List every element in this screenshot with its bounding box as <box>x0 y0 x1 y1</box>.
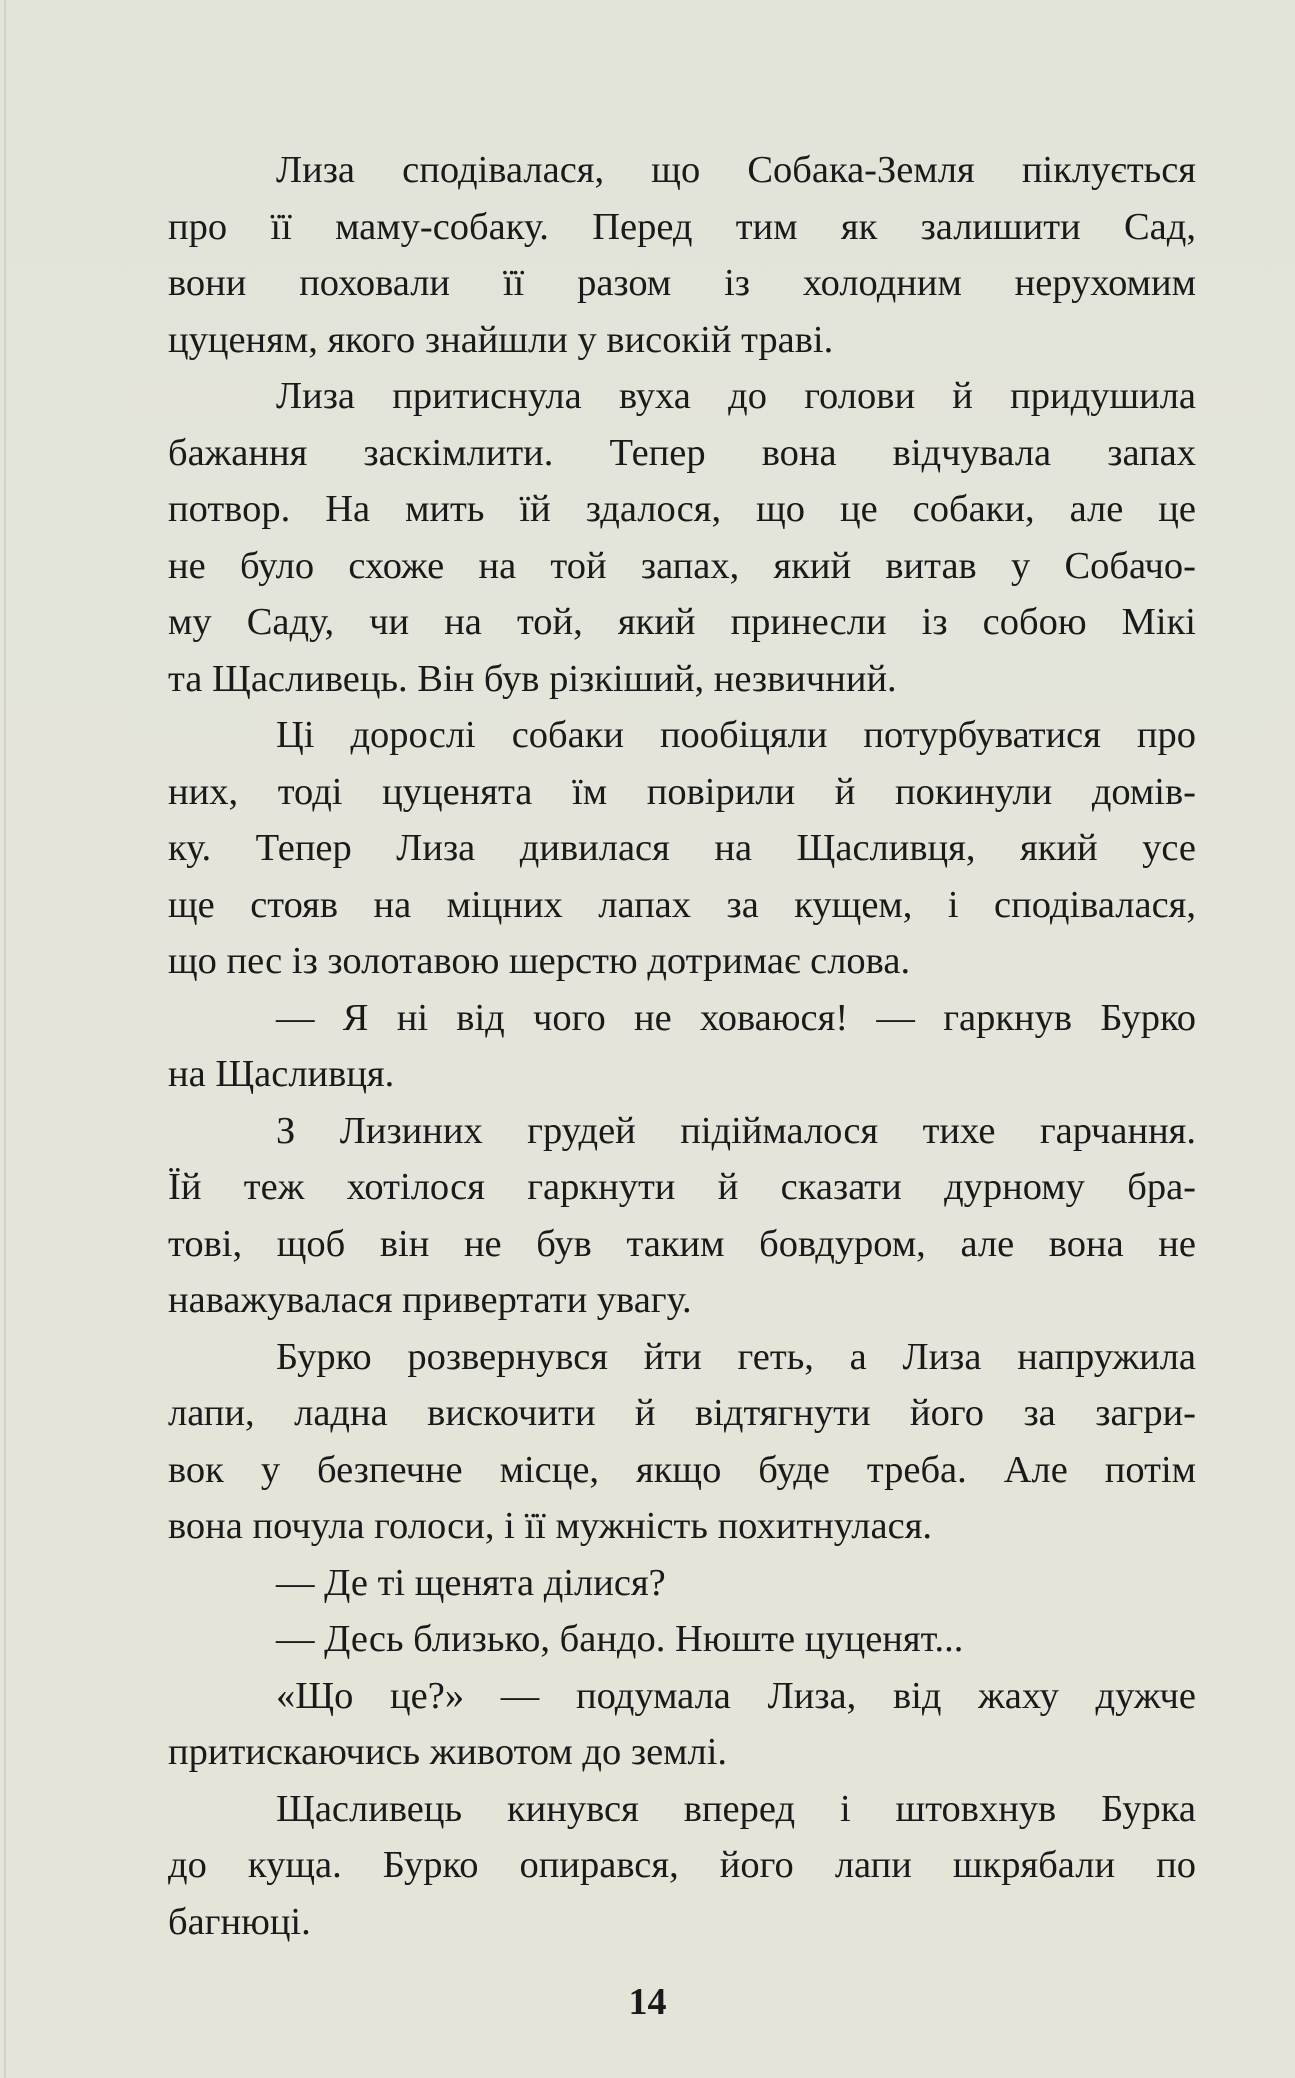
text-line: багнюці. <box>168 1900 311 1943</box>
body-text <box>168 142 1196 1950</box>
text-line: ще стояв на міцних лапах за кущем, і сподівалася, <box>168 883 1196 926</box>
text-line: лапи, ладна вискочити й відтягнути його за загри- <box>168 1392 1196 1434</box>
text-line: му Саду, чи на той, який принесли із собою Мікі <box>168 601 1196 643</box>
text-line: тові, щоб він не був таким бовдуром, але вона не <box>168 1222 1196 1265</box>
text-line: Лиза притиснула вуха до голови й придушила <box>276 375 1196 417</box>
text-line: до куща. Бурко опирався, його лапи шкрябали по <box>168 1844 1196 1886</box>
text-line: вок у безпечне місце, якщо буде треба. Але потім <box>168 1448 1196 1491</box>
paragraph <box>168 707 1196 990</box>
text-line: ку. Тепер Лиза дивилася на Щасливця, який усе <box>168 827 1196 869</box>
dialogue-paragraph <box>168 1555 1196 1612</box>
text-line: та Щасливець. Він був різкіший, незвичний. <box>168 657 897 700</box>
text-line: З Лизиних грудей підіймалося тихе гарчання. <box>276 1109 1196 1152</box>
text-line: Їй теж хотілося гаркнути й сказати дурному бра- <box>168 1166 1196 1208</box>
text-line: притискаючись животом до землі. <box>168 1731 728 1773</box>
text-line: — Де ті щенята ділися? <box>276 1561 666 1604</box>
text-line: — Я ні від чого не ховаюся! — гаркнув Бурко <box>276 996 1196 1039</box>
text-line: про її маму-собаку. Перед тим як залишити Сад, <box>168 205 1196 248</box>
text-line: Лиза сподівалася, що Собака-Земля піклується <box>276 149 1196 191</box>
page-edge-shadow <box>4 0 6 2078</box>
dialogue-paragraph <box>168 1611 1196 1668</box>
text-line: наважувалася привертати увагу. <box>168 1279 692 1321</box>
paragraph <box>168 142 1196 368</box>
page-number: 14 <box>628 1981 667 2023</box>
text-line: цуценям, якого знайшли у високій траві. <box>168 318 834 361</box>
text-line: «Що це?» — подумала Лиза, від жаху дужче <box>276 1674 1196 1717</box>
text-line: вони поховали її разом із холодним нерухомим <box>168 262 1196 304</box>
text-line: не було схоже на той запах, який витав у Собачо- <box>168 544 1196 587</box>
text-line: — Десь близько, бандо. Нюште цуценят... <box>276 1618 964 1660</box>
text-line: Бурко розвернувся йти геть, а Лиза напружила <box>276 1335 1196 1378</box>
paragraph <box>168 1781 1196 1951</box>
text-line: що пес із золотавою шерстю дотримає слова. <box>168 940 911 982</box>
text-line: потвор. На мить їй здалося, що це собаки, але це <box>168 488 1196 530</box>
paragraph <box>168 368 1196 707</box>
text-line: Ці дорослі собаки пообіцяли потурбуватися про <box>276 714 1196 756</box>
paragraph <box>168 1668 1196 1781</box>
text-line: вона почула голоси, і її мужність похитнулася. <box>168 1505 933 1547</box>
text-line: на Щасливця. <box>168 1053 395 1095</box>
paragraph <box>168 1329 1196 1555</box>
text-line: бажання заскімлити. Тепер вона відчувала запах <box>168 431 1196 474</box>
dialogue-paragraph <box>168 990 1196 1103</box>
paragraph <box>168 1103 1196 1329</box>
text-line: Щасливець кинувся вперед і штовхнув Бурка <box>276 1787 1196 1830</box>
text-line: них, тоді цуценята їм повірили й покинули домів- <box>168 770 1196 813</box>
